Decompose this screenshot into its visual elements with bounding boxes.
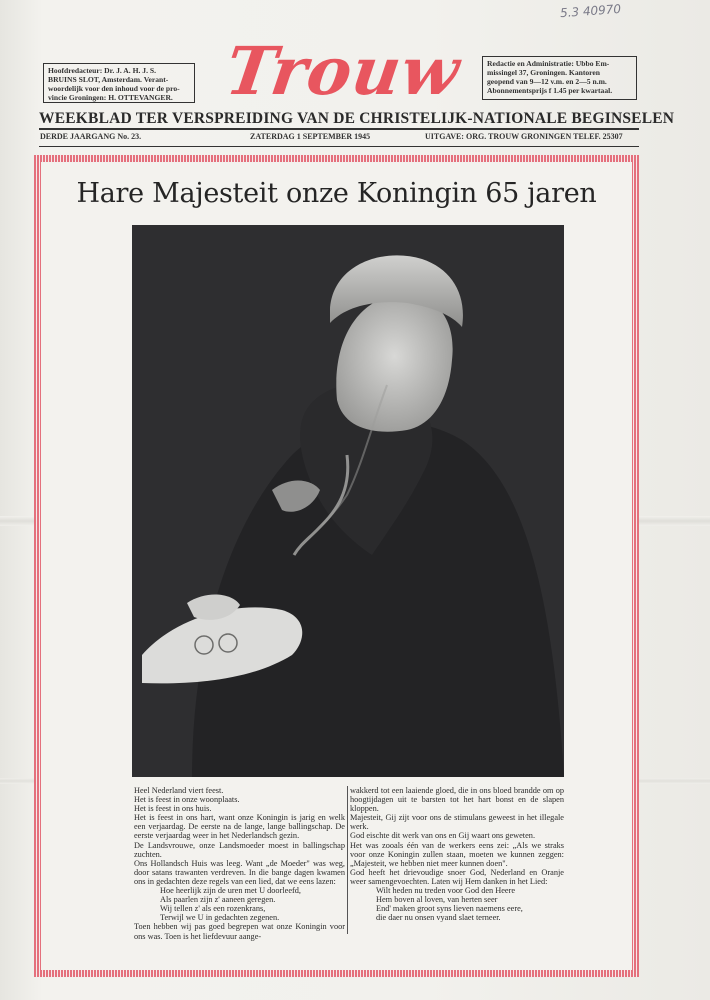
editor-box bbox=[43, 63, 195, 103]
masthead-rule bbox=[39, 128, 639, 130]
issue-date: ZATERDAG 1 SEPTEMBER 1945 bbox=[250, 132, 371, 141]
article-paragraph: Het is feest in ons huis. bbox=[134, 804, 212, 814]
poem-line: End' maken groot syns lieven naemens eere, bbox=[376, 904, 523, 914]
admin-line: missingel 37, Groningen. Kantoren bbox=[487, 68, 601, 77]
editor-line: BRUINS SLOT, Amsterdam. Verant- bbox=[48, 75, 169, 84]
poem-line: Hoe heerlijk zijn de uren met U doorleefd, bbox=[160, 886, 301, 896]
article-paragraph: wakkerd tot een laaiende gloed, die in ons bloed brandde om op hoogtijdagen uit te barsten tot het hart bonst en de slapen kloppen. bbox=[350, 786, 564, 814]
admin-line: Abonnementsprijs f 1.45 per kwartaal. bbox=[487, 86, 613, 95]
masthead-rule-lower bbox=[39, 146, 639, 147]
admin-box bbox=[482, 56, 637, 100]
portrait-illustration bbox=[132, 225, 564, 777]
poem-line: Wij tellen z' als een rozenkrans, bbox=[160, 904, 266, 914]
editor-line: Hoofdredacteur: Dr. J. A. H. J. S. bbox=[48, 66, 156, 75]
poem-line: Wilt heden nu treden voor God den Heere bbox=[376, 886, 516, 896]
publisher-info: UITGAVE: ORG. TROUW GRONINGEN TELEF. 25307 bbox=[425, 132, 623, 141]
article-paragraph: Majesteit, Gij zijt voor ons de stimulans geweest in het illegale werk. bbox=[350, 813, 564, 832]
headline: Hare Majesteit onze Koningin 65 jaren bbox=[76, 178, 597, 209]
article-column-right bbox=[350, 786, 564, 922]
article-paragraph: Ons Hollandsch Huis was leeg. Want „de Moeder" was weg, door satans trawanten verdreven. In die bange dagen kwamen ons in gedachten deze regels van een lied, dat we eens lazen: bbox=[134, 858, 345, 886]
article-paragraph: De Landsvrouwe, onze Landsmoeder moest in ballingschap zuchten. bbox=[134, 840, 345, 859]
admin-line: geopend van 9—12 v.m. en 2—5 n.m. bbox=[487, 77, 607, 86]
editor-line: woordelijk voor den inhoud voor de pro- bbox=[48, 84, 180, 93]
article-paragraph: God eischte dit werk van ons en Gij waart ons geweten. bbox=[350, 831, 536, 841]
article-paragraph: God heeft het drievoudige snoer God, Nederland en Oranje weer samengevoechten. Laten wij Hem danken in het Lied: bbox=[350, 867, 564, 886]
column-separator bbox=[347, 786, 348, 934]
poem-line: Hem boven al loven, van herten seer bbox=[376, 895, 498, 905]
trouw-logo: Trouw bbox=[221, 32, 465, 110]
masthead-subtitle: WEEKBLAD TER VERSPREIDING VAN DE CHRISTELIJK-NATIONALE BEGINSELEN bbox=[39, 110, 675, 127]
editor-line: vincie Groningen: H. OTTEVANGER. bbox=[48, 93, 173, 102]
article-paragraph: Heel Nederland viert feest. bbox=[134, 786, 224, 795]
archive-mark: 5.3 40970 bbox=[559, 1, 622, 21]
article-paragraph: Toen hebben wij pas goed begrepen wat onze Koningin voor ons was. Toen is het liefdevuur aange- bbox=[134, 922, 345, 941]
poem-line: Als paarlen zijn z' aaneen geregen. bbox=[160, 895, 276, 905]
poem-line: Terwijl we U in gedachten zegenen. bbox=[160, 913, 280, 923]
poem-line: die daer nu onsen vyand slaet terneer. bbox=[376, 913, 501, 923]
issue-number: DERDE JAARGANG No. 23. bbox=[40, 132, 142, 141]
article-paragraph: Het is feest in onze woonplaats. bbox=[134, 795, 240, 805]
article-paragraph: Het was zooals één van de werkers eens zei: „Als we straks voor onze Koningin zullen staan, moeten we kunnen zeggen: „Majesteit, we hebben niet meer kunnen doen". bbox=[350, 840, 564, 868]
admin-line: Redactie en Administratie: Ubbo Em- bbox=[487, 59, 610, 68]
queen-portrait-photo bbox=[132, 225, 564, 777]
article-paragraph: Het is feest in ons hart, want onze Koningin is jarig en welk een verjaardag. De eerste na de lange, lange ballingschap. De eerste verjaardag weer in het Nederlandsch gezin. bbox=[134, 813, 345, 841]
article-column-left bbox=[134, 786, 345, 941]
